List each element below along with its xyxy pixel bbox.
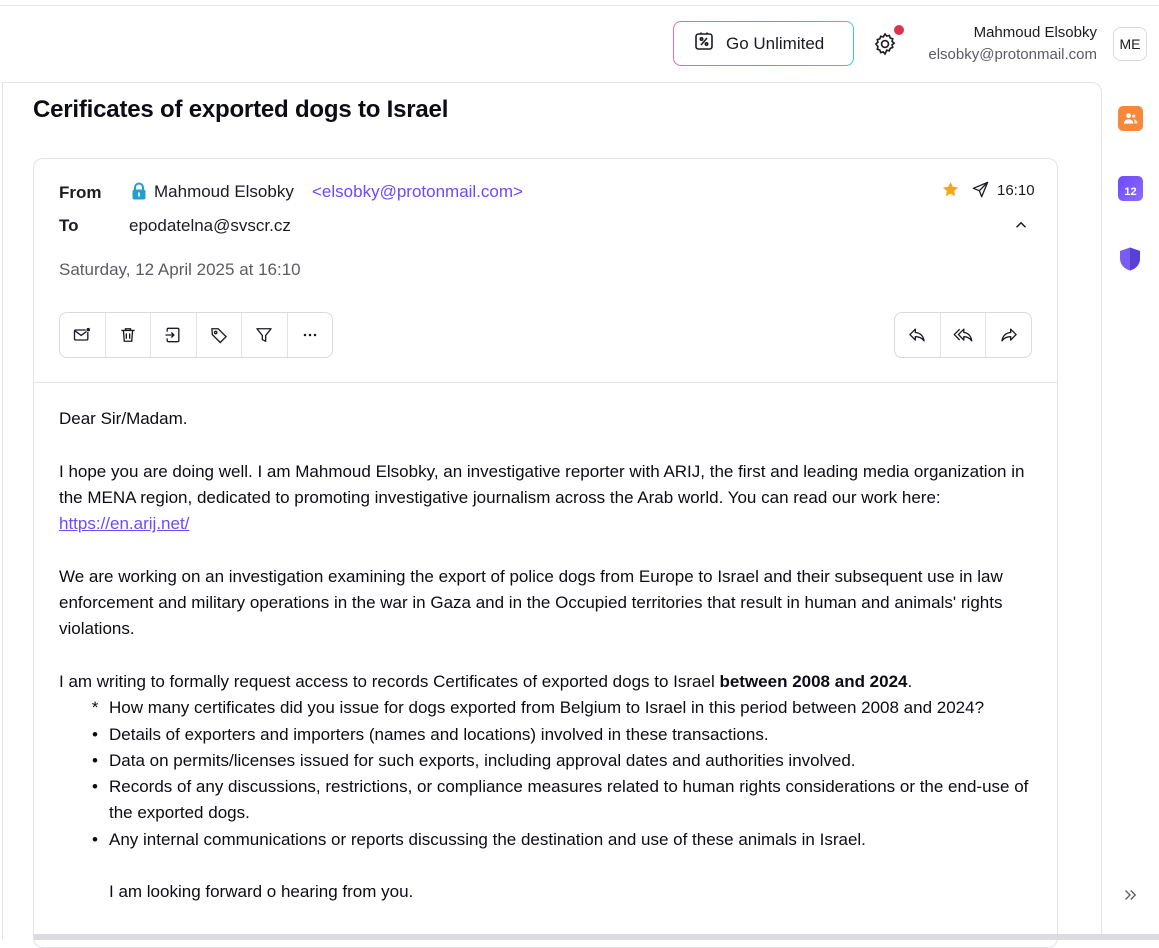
list-bullet: •	[92, 750, 98, 770]
notification-dot	[894, 25, 904, 35]
header-body-divider	[34, 382, 1057, 383]
avatar[interactable]: ME	[1113, 27, 1147, 61]
list-item	[59, 827, 1034, 853]
mark-unread-button[interactable]	[60, 313, 106, 357]
list-item	[59, 774, 1034, 827]
calendar-app-icon[interactable]	[1118, 176, 1143, 201]
move-to-folder-icon	[163, 325, 183, 345]
horizontal-scrollbar[interactable]	[34, 934, 1159, 940]
list-item	[59, 722, 1034, 748]
go-unlimited-label: Go Unlimited	[726, 33, 825, 53]
contacts-app-icon[interactable]	[1118, 106, 1143, 131]
greeting: Dear Sir/Madam.	[59, 409, 188, 428]
reply-all-icon	[953, 325, 973, 345]
reply-icon	[907, 325, 927, 345]
list-item-text: Records of any discussions, restrictions, or compliance measures related to human rights considerations or the end-use of the exported dogs.	[109, 777, 1029, 823]
recipient-address[interactable]: epodatelna@svscr.cz	[129, 216, 291, 235]
request-end: .	[907, 671, 913, 691]
closing-line: I am looking forward o hearing from you.	[109, 882, 414, 902]
request-bold: between 2008 and 2024	[719, 671, 908, 691]
sender-email[interactable]: <elsobky@protonmail.com>	[312, 182, 523, 201]
calendar-day: 12	[1124, 186, 1137, 198]
list-bullet: •	[92, 777, 98, 797]
vpn-shield-icon[interactable]	[1118, 246, 1142, 272]
list-bullet: •	[92, 724, 98, 744]
request-paragraph	[59, 669, 1034, 695]
reply-all-button[interactable]	[941, 313, 987, 357]
arij-link[interactable]: https://en.arij.net/	[59, 514, 190, 534]
more-icon	[300, 325, 320, 345]
from-label: From	[59, 183, 102, 202]
move-to-folder-button[interactable]	[151, 313, 197, 357]
message-actions-toolbar	[59, 312, 333, 358]
forward-icon	[999, 325, 1019, 345]
request-text: I am writing to formally request access to records Certificates of exported dogs to Israel	[59, 671, 720, 691]
reply-button[interactable]	[895, 313, 941, 357]
list-bullet: •	[92, 829, 98, 849]
trash-button[interactable]	[106, 313, 152, 357]
filter-button[interactable]	[242, 313, 288, 357]
discount-icon	[693, 30, 715, 57]
message-subject: Cerificates of exported dogs to Israel	[33, 96, 449, 123]
star-icon[interactable]	[941, 180, 960, 199]
message-time: 16:10	[997, 182, 1035, 199]
message-date: Saturday, 12 April 2025 at 16:10	[59, 260, 301, 279]
chevron-up-icon[interactable]	[1012, 216, 1030, 234]
app-header	[0, 6, 1159, 82]
list-item-text: How many certificates did you issue for dogs exported from Belgium to Israel in this period between 2008 and 2024?	[109, 698, 985, 718]
sender-name[interactable]: Mahmoud Elsobky	[154, 182, 294, 201]
intro-paragraph	[59, 459, 1034, 538]
user-name: Mahmoud Elsobky	[973, 24, 1097, 41]
sent-icon	[971, 180, 990, 199]
label-icon	[209, 325, 229, 345]
request-list	[59, 695, 1034, 853]
list-item-text: Data on permits/licenses issued for such exports, including approval dates and authorities involved.	[109, 750, 856, 770]
forward-button[interactable]	[986, 313, 1031, 357]
list-bullet: *	[91, 698, 99, 718]
list-item-text: Any internal communications or reports discussing the destination and use of these animals in Israel.	[109, 829, 866, 849]
mark-unread-icon	[72, 325, 92, 345]
list-item-text: Details of exporters and importers (names and locations) involved in these transactions.	[109, 724, 769, 744]
filter-icon	[254, 325, 274, 345]
list-item	[59, 748, 1034, 774]
user-email: elsobky@protonmail.com	[928, 46, 1097, 63]
trash-icon	[118, 325, 138, 345]
label-button[interactable]	[197, 313, 243, 357]
settings-gear-icon[interactable]	[872, 31, 898, 57]
to-label: To	[59, 216, 79, 235]
investigation-paragraph: We are working on an investigation examining the export of police dogs from Europe to Israel and their subsequent use in law enforcement and military operations in the war in Gaza and in the Occupied territories that result in human and animals' rights violations.	[59, 566, 1003, 639]
go-unlimited-button[interactable]	[673, 21, 854, 66]
list-item	[59, 695, 1034, 721]
more-actions-button[interactable]	[288, 313, 333, 357]
message-body	[59, 406, 1034, 906]
reply-toolbar	[894, 312, 1032, 358]
expand-sidebar-icon[interactable]	[1121, 886, 1139, 904]
lock-icon[interactable]	[131, 182, 147, 200]
intro-text: I hope you are doing well. I am Mahmoud Elsobky, an investigative reporter with ARIJ, the first and leading media organization in the MENA region, dedicated to promoting investigative journalism across the Arab world. You can read our work here:	[59, 461, 1025, 507]
